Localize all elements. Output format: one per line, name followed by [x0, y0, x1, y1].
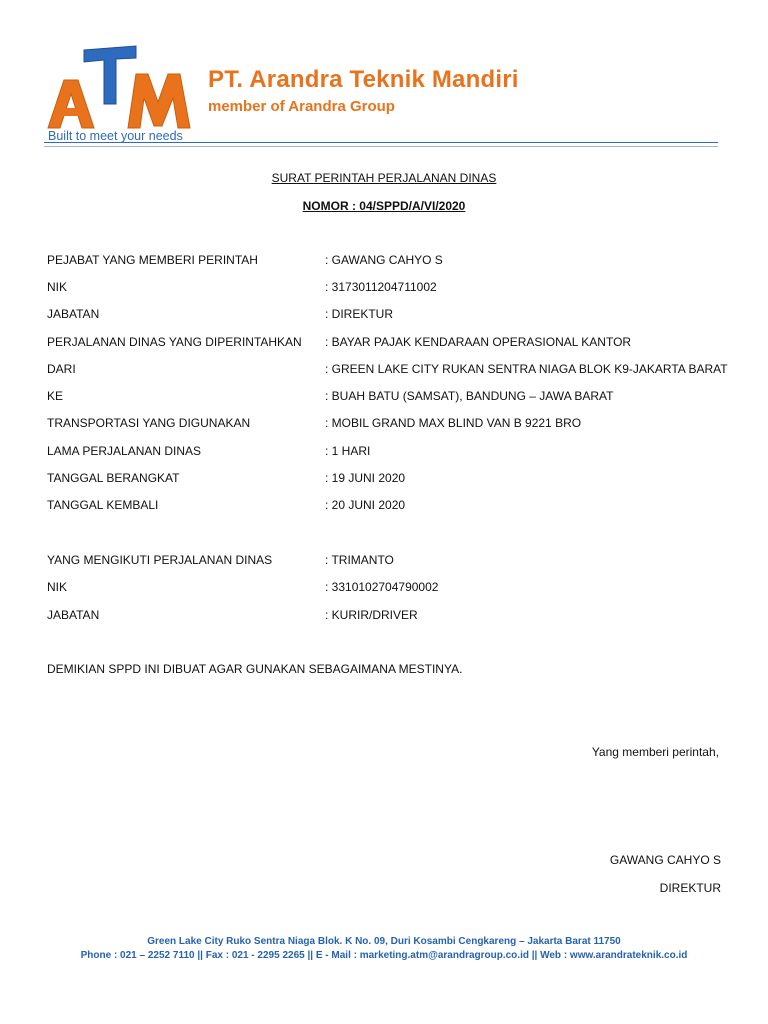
field-value: : 3310102704790002 — [325, 580, 439, 594]
field-label: DARI — [47, 362, 76, 376]
companion-row — [47, 608, 737, 624]
document-number: NOMOR : 04/SPPD/A/VI/2020 — [302, 199, 466, 213]
field-label: NIK — [47, 580, 68, 594]
field-label: TRANSPORTASI YANG DIGUNAKAN — [47, 416, 251, 430]
field-value: : MOBIL GRAND MAX BLIND VAN B 9221 BRO — [325, 416, 582, 430]
field-label: LAMA PERJALANAN DINAS — [47, 444, 202, 458]
document-title: SURAT PERINTAH PERJALANAN DINAS — [271, 171, 497, 185]
field-value: : 1 HARI — [325, 444, 371, 458]
field-row — [47, 498, 737, 514]
companion-row — [47, 580, 737, 596]
company-name: PT. Arandra Teknik Mandiri — [208, 66, 519, 93]
field-value: : KURIR/DRIVER — [325, 608, 418, 622]
closing-statement: DEMIKIAN SPPD INI DIBUAT AGAR GUNAKAN SEBAGAIMANA MESTINYA. — [47, 662, 463, 676]
header-divider-thin — [44, 146, 718, 147]
field-label: JABATAN — [47, 307, 100, 321]
field-label: PEJABAT YANG MEMBERI PERINTAH — [47, 253, 258, 267]
field-row — [47, 471, 737, 487]
field-value: : GAWANG CAHYO S — [325, 253, 443, 267]
footer-address: Green Lake City Ruko Sentra Niaga Blok. K No. 09, Duri Kosambi Cengkareng – Jakarta Barat 11750 — [147, 936, 621, 947]
field-label: JABATAN — [47, 608, 100, 622]
field-row — [47, 416, 737, 432]
footer-contact: Phone : 021 – 2252 7110 || Fax : 021 - 2295 2265 || E - Mail : marketing.atm@arandragroup.co.id || Web : www.arandrateknik.co.id — [80, 950, 688, 961]
field-value: : GREEN LAKE CITY RUKAN SENTRA NIAGA BLOK K9-JAKARTA BARAT — [325, 362, 728, 376]
field-label: KE — [47, 389, 64, 403]
field-value: : 20 JUNI 2020 — [325, 498, 406, 512]
field-value: : 19 JUNI 2020 — [325, 471, 406, 485]
field-label: TANGGAL BERANGKAT — [47, 471, 180, 485]
field-label: PERJALANAN DINAS YANG DIPERINTAHKAN — [47, 335, 302, 349]
header-divider — [44, 142, 718, 143]
field-row — [47, 362, 737, 378]
logo-tagline: Built to meet your needs — [48, 129, 183, 143]
field-row — [47, 335, 737, 351]
field-value: : BUAH BATU (SAMSAT), BANDUNG – JAWA BARAT — [325, 389, 614, 403]
signatory-name: GAWANG CAHYO S — [609, 853, 721, 867]
field-row — [47, 280, 737, 296]
field-row — [47, 444, 737, 460]
signatory-role: DIREKTUR — [659, 881, 721, 895]
field-value: : 3173011204711002 — [325, 280, 437, 294]
field-value: : DIREKTUR — [325, 307, 394, 321]
field-row — [47, 389, 737, 405]
field-label: TANGGAL KEMBALI — [47, 498, 159, 512]
signature-label: Yang memberi perintah, — [591, 745, 719, 759]
field-row — [47, 253, 737, 269]
field-row — [47, 307, 737, 323]
field-label: YANG MENGIKUTI PERJALANAN DINAS — [47, 553, 273, 567]
field-label: NIK — [47, 280, 68, 294]
company-tagline: member of Arandra Group — [208, 98, 395, 115]
companion-row — [47, 553, 737, 569]
company-logo — [44, 40, 204, 144]
field-value: : BAYAR PAJAK KENDARAAN OPERASIONAL KANTOR — [325, 335, 632, 349]
field-value: : TRIMANTO — [325, 553, 394, 567]
